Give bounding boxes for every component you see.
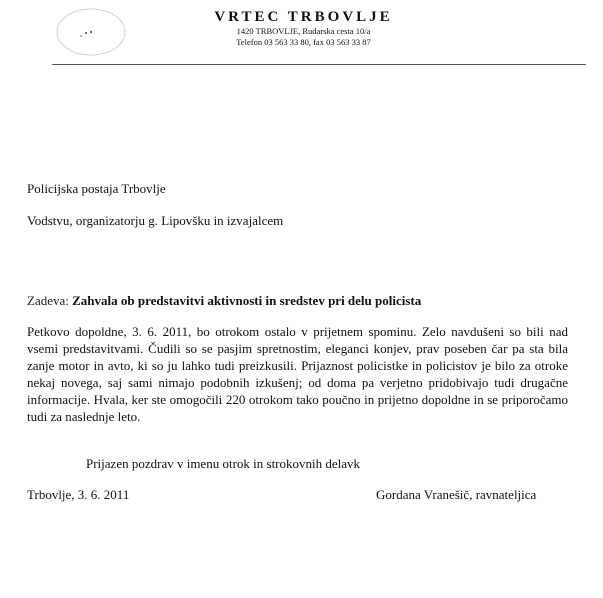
- letterhead: [196, 8, 411, 48]
- closing-greeting: Prijazen pozdrav v imenu otrok in strokovnih delavk: [86, 456, 361, 471]
- place-and-date: Trbovlje, 3. 6. 2011: [27, 487, 130, 502]
- subject-line: [27, 292, 421, 309]
- subject-title: Zahvala ob predstavitvi aktivnosti in sredstev pri delu policista: [72, 293, 422, 308]
- recipient-line: Policijska postaja Trbovlje: [27, 181, 166, 196]
- kindergarten-logo-icon: [54, 6, 128, 58]
- recipient-line: Vodstvu, organizatorju g. Lipovšku in izvajalcem: [27, 213, 284, 228]
- organization-name: VRTEC TRBOVLJE: [214, 9, 393, 25]
- subject-label: Zadeva:: [27, 293, 69, 308]
- organization-phone: Telefon 03 563 33 80, fax 03 563 33 87: [236, 37, 371, 47]
- letterhead-divider: [52, 64, 586, 65]
- organization-address: 1420 TRBOVLJE, Rudarska cesta 10/a: [236, 26, 371, 36]
- signature: Gordana Vranešič, ravnateljica: [376, 487, 537, 502]
- letter-body: Petkovo dopoldne, 3. 6. 2011, bo otrokom ostalo v prijetnem spominu. Zelo navdušeni so bili nad vsemi predstavitvami. Čudili so se pasjim spretnostim, eleganci konjev, prav poseben čar pa sta bila zanje motor in avto, ki so ju lahko tudi preizkusili. Prijaznost policistke in policistov je bilo za otroke nekaj novega, saj sami nimajo podobnih izkušenj; od doma pa verjetno pridobivajo tudi drugačne informacije. Hvala, ker ste omogočili 220 otrokom tako poučno in prijetno dopoldne in se priporočamo tudi za naslednje leto.: [27, 324, 568, 424]
